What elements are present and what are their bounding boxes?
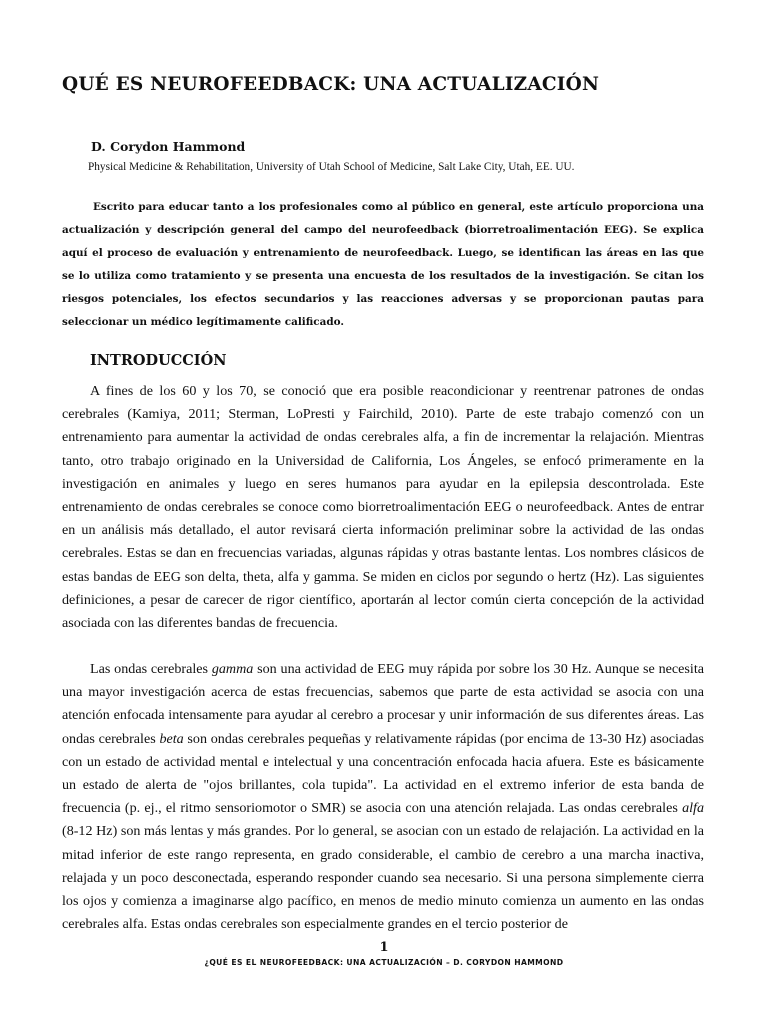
body-paragraph-1: A fines de los 60 y los 70, se conoció que era posible reacondicionar y reentrenar patrones de ondas cerebrales (Kamiya, 2011; Sterman, LoPresti y Fairchild, 2010). Parte de este trabajo comenzó con un entrenamiento para aumentar la actividad de ondas cerebrales alfa, a fin de incrementar la relajación. Mientras tanto, otro trabajo originado en la Universidad de California, Los Ángeles, se enfocó primeramente en la investigación en animales y luego en seres humanos para ayudar en la epilepsia descontrolada. Este entrenamiento de ondas cerebrales se conoce como biorretroalimentación EEG o neurofeedback. Antes de entrar en un análisis más detallado, el autor revisará cierta información preliminar sobre la actividad de las ondas cerebrales. Estas se dan en frecuencias variadas, algunas rápidas y otras bastante lentas. Los nombres clásicos de estas bandas de EEG son delta, theta, alfa y gamma. Se miden en ciclos por segundo o hertz (Hz). Las siguientes definiciones, a pesar de carecer de rigor científico, aportarán al lector común cierta concepción de la actividad asociada con las diferentes bandas de frecuencia. — [62, 383, 704, 632]
term-alfa: alfa — [682, 800, 704, 817]
page-number: 1 — [379, 940, 389, 955]
author-name: D. Corydon Hammond — [91, 139, 246, 154]
abstract: Escrito para educar tanto a los profesionales como al público en general, este artículo proporciona una actualización y descripción general del campo del neurofeedback (biorretroalimentación EEG). Se explica aquí el proceso de evaluación y entrenamiento de neurofeedback. Luego, se identifican las áreas en las que se lo utiliza como tratamiento y se presenta una encuesta de los resultados de la investigación. Se citan los riesgos potenciales, los efectos secundarios y las reacciones adversas y se proporcionan pautas para seleccionar un médico legítimamente calificado. — [62, 201, 704, 329]
paragraph-2-text: Las ondas cerebrales — [90, 661, 212, 677]
paragraph-2-text: son una actividad de EEG muy rápida por sobre los 30 Hz. Aunque se necesita una mayor investigación acerca de estas frecuencias, sabemos que parte de esta actividad se asocia con una atención enfocada intensamente para ayudar al cerebro a procesar y unir información de sus diferentes áreas. Las ondas cerebrales — [62, 661, 704, 747]
author-affiliation: Physical Medicine & Rehabilitation, University of Utah School of Medicine, Salt Lake City, Utah, EE. UU. — [88, 161, 575, 173]
section-heading-introduccion: INTRODUCCIÓN — [90, 352, 227, 369]
term-gamma: gamma — [211, 661, 254, 677]
running-footer: ¿QUÉ ES EL NEUROFEEDBACK: UNA ACTUALIZACIÓN – D. CORYDON HAMMOND — [204, 958, 564, 967]
body-paragraph-2 — [62, 658, 704, 936]
document-title: QUÉ ES NEUROFEEDBACK: UNA ACTUALIZACIÓN — [62, 74, 600, 95]
paragraph-2-text: (8-12 Hz) son más lentas y más grandes. Por lo general, se asocian con un estado de relajación. La actividad en la mitad inferior de este rango representa, en grado considerable, el cambio de cerebro a una marcha inactiva, relajada y un poco desconectada, esperando responder cuando sea necesario. Si una persona simplemente cierra los ojos y comienza a imaginarse algo pacífico, en menos de medio minuto comienza un aumento en las ondas cerebrales alfa. Estas ondas cerebrales son especialmente grandes en el tercio posterior de — [62, 823, 704, 933]
paragraph-2-text: son ondas cerebrales pequeñas y relativamente rápidas (por encima de 13-30 Hz) asociadas con un estado de actividad mental e intelectual y una concentración enfocada hacia afuera. Este es básicamente un estado de alerta de "ojos brillantes, cola tupida". La actividad en el extremo inferior de esta banda de frecuencia (p. ej., el ritmo sensoriomotor o SMR) se asocia con una atención relajada. Las ondas cerebrales — [62, 730, 704, 817]
term-beta: beta — [159, 730, 184, 747]
